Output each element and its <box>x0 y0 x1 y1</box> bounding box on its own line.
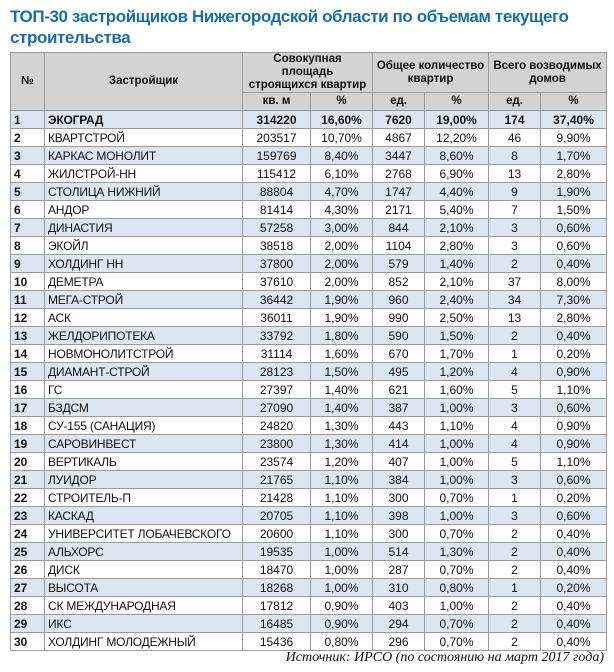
houses-pct: 1,10% <box>541 453 607 471</box>
area-value: 20705 <box>243 507 311 525</box>
apartments-pct: 1,70% <box>425 345 489 363</box>
table-row <box>11 345 607 363</box>
apartments-pct: 5,40% <box>425 201 489 219</box>
row-number: 13 <box>11 327 45 345</box>
apartments-pct: 1,40% <box>425 255 489 273</box>
developer-name: КВАРТСТРОЙ <box>45 129 243 147</box>
houses-value: 5 <box>489 453 541 471</box>
area-value: 24820 <box>243 417 311 435</box>
houses-pct: 0,60% <box>541 507 607 525</box>
area-value: 15436 <box>243 633 311 651</box>
apartments-value: 384 <box>373 471 425 489</box>
houses-pct: 9,90% <box>541 129 607 147</box>
area-pct: 4,70% <box>311 183 373 201</box>
apartments-pct: 12,20% <box>425 129 489 147</box>
houses-value: 4 <box>489 417 541 435</box>
apartments-pct: 19,00% <box>425 111 489 129</box>
area-value: 33792 <box>243 327 311 345</box>
apartments-pct: 1,20% <box>425 363 489 381</box>
row-number: 8 <box>11 237 45 255</box>
row-number: 10 <box>11 273 45 291</box>
area-pct: 1,30% <box>311 417 373 435</box>
developer-name: СК МЕЖДУНАРОДНАЯ <box>45 597 243 615</box>
apartments-pct: 0,70% <box>425 525 489 543</box>
houses-pct: 0,90% <box>541 435 607 453</box>
area-value: 21428 <box>243 489 311 507</box>
area-pct: 2,00% <box>311 273 373 291</box>
table-row <box>11 147 607 165</box>
area-pct: 1,60% <box>311 345 373 363</box>
developer-name: КАСКАД <box>45 507 243 525</box>
apartments-pct: 4,40% <box>425 183 489 201</box>
area-pct: 1,10% <box>311 471 373 489</box>
area-value: 17812 <box>243 597 311 615</box>
area-value: 20600 <box>243 525 311 543</box>
developer-name: ЖИЛСТРОЙ-НН <box>45 165 243 183</box>
apartments-pct: 1,00% <box>425 471 489 489</box>
area-pct: 1,90% <box>311 309 373 327</box>
header-houses-unit: ед. <box>489 93 541 111</box>
row-number: 22 <box>11 489 45 507</box>
apartments-value: 310 <box>373 579 425 597</box>
row-number: 6 <box>11 201 45 219</box>
developer-name: ЛУИДОР <box>45 471 243 489</box>
apartments-value: 387 <box>373 399 425 417</box>
table-row <box>11 273 607 291</box>
apartments-value: 670 <box>373 345 425 363</box>
row-number: 1 <box>11 111 45 129</box>
row-number: 24 <box>11 525 45 543</box>
table-row <box>11 309 607 327</box>
apartments-pct: 2,10% <box>425 219 489 237</box>
table-body <box>11 111 607 651</box>
area-pct: 4,30% <box>311 201 373 219</box>
row-number: 23 <box>11 507 45 525</box>
developer-name: БЗДСМ <box>45 399 243 417</box>
apartments-pct: 6,90% <box>425 165 489 183</box>
houses-pct: 0,90% <box>541 417 607 435</box>
header-apt-pct: % <box>425 93 489 111</box>
table-row <box>11 237 607 255</box>
houses-value: 7 <box>489 201 541 219</box>
area-pct: 0,80% <box>311 633 373 651</box>
table-row <box>11 399 607 417</box>
area-value: 31114 <box>243 345 311 363</box>
developer-name: ГС <box>45 381 243 399</box>
apartments-pct: 0,70% <box>425 489 489 507</box>
houses-value: 34 <box>489 291 541 309</box>
apartments-value: 294 <box>373 615 425 633</box>
developer-name: АНДОР <box>45 201 243 219</box>
houses-value: 13 <box>489 309 541 327</box>
houses-value: 1 <box>489 489 541 507</box>
area-value: 203517 <box>243 129 311 147</box>
houses-value: 8 <box>489 147 541 165</box>
header-houses-pct: % <box>541 93 607 111</box>
apartments-value: 287 <box>373 561 425 579</box>
houses-value: 2 <box>489 525 541 543</box>
area-value: 16485 <box>243 615 311 633</box>
row-number: 12 <box>11 309 45 327</box>
developer-name: АЛЬХОРС <box>45 543 243 561</box>
houses-pct: 0,40% <box>541 633 607 651</box>
developer-name: АСК <box>45 309 243 327</box>
apartments-value: 3447 <box>373 147 425 165</box>
houses-value: 3 <box>489 399 541 417</box>
row-number: 30 <box>11 633 45 651</box>
developer-name: ИКС <box>45 615 243 633</box>
houses-value: 3 <box>489 237 541 255</box>
table-row <box>11 489 607 507</box>
apartments-value: 852 <box>373 273 425 291</box>
area-value: 18268 <box>243 579 311 597</box>
houses-pct: 37,40% <box>541 111 607 129</box>
houses-value: 2 <box>489 327 541 345</box>
table-row <box>11 579 607 597</box>
developer-name: ХОЛДИНГ МОЛОДЕЖНЫЙ <box>45 633 243 651</box>
row-number: 16 <box>11 381 45 399</box>
area-pct: 3,00% <box>311 219 373 237</box>
houses-pct: 0,60% <box>541 219 607 237</box>
developer-name: ДЕМЕТРА <box>45 273 243 291</box>
table-row <box>11 543 607 561</box>
area-pct: 1,00% <box>311 579 373 597</box>
table-row <box>11 327 607 345</box>
row-number: 11 <box>11 291 45 309</box>
developer-name: МЕГА-СТРОЙ <box>45 291 243 309</box>
area-pct: 16,60% <box>311 111 373 129</box>
developer-name: ЭКОГРАД <box>45 111 243 129</box>
houses-value: 1 <box>489 579 541 597</box>
houses-value: 2 <box>489 633 541 651</box>
apartments-value: 844 <box>373 219 425 237</box>
row-number: 9 <box>11 255 45 273</box>
apartments-value: 443 <box>373 417 425 435</box>
area-value: 88804 <box>243 183 311 201</box>
area-pct: 1,10% <box>311 489 373 507</box>
table-row <box>11 381 607 399</box>
apartments-value: 398 <box>373 507 425 525</box>
row-number: 15 <box>11 363 45 381</box>
houses-value: 3 <box>489 471 541 489</box>
table-row <box>11 561 607 579</box>
houses-pct: 1,90% <box>541 183 607 201</box>
apartments-value: 300 <box>373 525 425 543</box>
houses-pct: 0,40% <box>541 597 607 615</box>
apartments-pct: 1,50% <box>425 327 489 345</box>
apartments-pct: 1,00% <box>425 507 489 525</box>
row-number: 2 <box>11 129 45 147</box>
developer-name: ВЫСОТА <box>45 579 243 597</box>
developer-name: САРОВИНВЕСТ <box>45 435 243 453</box>
area-value: 27397 <box>243 381 311 399</box>
row-number: 26 <box>11 561 45 579</box>
header-houses-group: Всего возводимых домов <box>489 53 607 93</box>
developer-name: НОВМОНОЛИТСТРОЙ <box>45 345 243 363</box>
area-value: 23574 <box>243 453 311 471</box>
area-pct: 1,50% <box>311 363 373 381</box>
houses-value: 5 <box>489 381 541 399</box>
houses-value: 2 <box>489 561 541 579</box>
houses-pct: 0,90% <box>541 363 607 381</box>
houses-pct: 0,40% <box>541 543 607 561</box>
houses-pct: 0,20% <box>541 489 607 507</box>
area-pct: 1,10% <box>311 525 373 543</box>
houses-value: 2 <box>489 615 541 633</box>
area-pct: 1,00% <box>311 561 373 579</box>
area-pct: 1,10% <box>311 507 373 525</box>
area-pct: 0,90% <box>311 615 373 633</box>
area-pct: 2,00% <box>311 237 373 255</box>
houses-pct: 0,40% <box>541 255 607 273</box>
houses-pct: 1,10% <box>541 381 607 399</box>
apartments-value: 990 <box>373 309 425 327</box>
apartments-pct: 2,40% <box>425 291 489 309</box>
area-pct: 10,70% <box>311 129 373 147</box>
developers-table <box>10 52 607 651</box>
developer-name: ДИНАСТИЯ <box>45 219 243 237</box>
apartments-value: 407 <box>373 453 425 471</box>
row-number: 29 <box>11 615 45 633</box>
area-value: 18470 <box>243 561 311 579</box>
houses-pct: 2,80% <box>541 165 607 183</box>
area-pct: 1,40% <box>311 399 373 417</box>
table-row <box>11 453 607 471</box>
table-row <box>11 525 607 543</box>
apartments-value: 2768 <box>373 165 425 183</box>
houses-value: 13 <box>489 165 541 183</box>
houses-value: 37 <box>489 273 541 291</box>
table-row <box>11 615 607 633</box>
header-area-pct: % <box>311 93 373 111</box>
area-pct: 1,30% <box>311 435 373 453</box>
area-pct: 1,00% <box>311 543 373 561</box>
header-developer: Застройщик <box>45 53 243 111</box>
houses-value: 2 <box>489 255 541 273</box>
header-area-group: Совокупная площадь строящихся квартир <box>243 53 373 93</box>
table-row <box>11 633 607 651</box>
apartments-pct: 0,70% <box>425 561 489 579</box>
area-value: 314220 <box>243 111 311 129</box>
area-value: 115412 <box>243 165 311 183</box>
apartments-pct: 0,70% <box>425 633 489 651</box>
developer-name: ВЕРТИКАЛЬ <box>45 453 243 471</box>
row-number: 7 <box>11 219 45 237</box>
row-number: 21 <box>11 471 45 489</box>
area-value: 38518 <box>243 237 311 255</box>
developer-name: ЖЕЛДОРИПОТЕКА <box>45 327 243 345</box>
developer-name: ДИСК <box>45 561 243 579</box>
apartments-value: 495 <box>373 363 425 381</box>
area-pct: 8,40% <box>311 147 373 165</box>
header-apartments-group: Общее количество квартир <box>373 53 489 93</box>
apartments-value: 414 <box>373 435 425 453</box>
header-area-unit: кв. м <box>243 93 311 111</box>
developer-name: УНИВЕРСИТЕТ ЛОБАЧЕВСКОГО <box>45 525 243 543</box>
table-row <box>11 165 607 183</box>
area-value: 57258 <box>243 219 311 237</box>
header-num: № <box>11 53 45 111</box>
houses-pct: 0,40% <box>541 615 607 633</box>
table-row <box>11 129 607 147</box>
table-row <box>11 435 607 453</box>
apartments-pct: 1,00% <box>425 435 489 453</box>
apartments-value: 1104 <box>373 237 425 255</box>
apartments-pct: 2,10% <box>425 273 489 291</box>
apartments-value: 514 <box>373 543 425 561</box>
apartments-value: 960 <box>373 291 425 309</box>
developer-name: СТРОИТЕЛЬ-П <box>45 489 243 507</box>
apartments-value: 590 <box>373 327 425 345</box>
row-number: 27 <box>11 579 45 597</box>
houses-pct: 2,80% <box>541 309 607 327</box>
area-value: 37800 <box>243 255 311 273</box>
apartments-value: 621 <box>373 381 425 399</box>
area-value: 81414 <box>243 201 311 219</box>
table-row <box>11 255 607 273</box>
area-value: 21765 <box>243 471 311 489</box>
table-row <box>11 507 607 525</box>
houses-value: 2 <box>489 543 541 561</box>
houses-pct: 1,50% <box>541 201 607 219</box>
table-row <box>11 363 607 381</box>
apartments-value: 1747 <box>373 183 425 201</box>
houses-value: 9 <box>489 183 541 201</box>
houses-pct: 0,60% <box>541 237 607 255</box>
row-number: 5 <box>11 183 45 201</box>
area-value: 36011 <box>243 309 311 327</box>
area-pct: 1,40% <box>311 381 373 399</box>
apartments-pct: 1,00% <box>425 453 489 471</box>
houses-pct: 0,40% <box>541 561 607 579</box>
area-value: 37610 <box>243 273 311 291</box>
houses-pct: 0,60% <box>541 471 607 489</box>
developer-name: ДИАМАНТ-СТРОЙ <box>45 363 243 381</box>
table-row <box>11 417 607 435</box>
houses-pct: 0,60% <box>541 399 607 417</box>
table-row <box>11 219 607 237</box>
houses-pct: 8,00% <box>541 273 607 291</box>
houses-pct: 0,40% <box>541 525 607 543</box>
apartments-pct: 1,00% <box>425 399 489 417</box>
houses-pct: 7,30% <box>541 291 607 309</box>
houses-value: 3 <box>489 219 541 237</box>
developer-name: КАРКАС МОНОЛИТ <box>45 147 243 165</box>
row-number: 4 <box>11 165 45 183</box>
apartments-value: 4867 <box>373 129 425 147</box>
area-pct: 1,80% <box>311 327 373 345</box>
houses-pct: 0,40% <box>541 327 607 345</box>
row-number: 20 <box>11 453 45 471</box>
apartments-pct: 0,80% <box>425 579 489 597</box>
apartments-pct: 1,30% <box>425 543 489 561</box>
area-value: 27090 <box>243 399 311 417</box>
area-value: 28123 <box>243 363 311 381</box>
table-header <box>11 53 607 111</box>
row-number: 18 <box>11 417 45 435</box>
houses-pct: 0,20% <box>541 345 607 363</box>
area-value: 159769 <box>243 147 311 165</box>
row-number: 19 <box>11 435 45 453</box>
source-note: Источник: ИРСО (по состоянию на март 2017 года) <box>285 650 604 665</box>
houses-value: 3 <box>489 507 541 525</box>
apartments-pct: 8,60% <box>425 147 489 165</box>
area-pct: 6,10% <box>311 165 373 183</box>
table-row <box>11 291 607 309</box>
apartments-value: 579 <box>373 255 425 273</box>
apartments-value: 403 <box>373 597 425 615</box>
houses-value: 1 <box>489 345 541 363</box>
apartments-value: 296 <box>373 633 425 651</box>
apartments-value: 300 <box>373 489 425 507</box>
row-number: 3 <box>11 147 45 165</box>
apartments-pct: 2,50% <box>425 309 489 327</box>
table-row <box>11 471 607 489</box>
header-apt-unit: ед. <box>373 93 425 111</box>
houses-value: 4 <box>489 363 541 381</box>
area-value: 23800 <box>243 435 311 453</box>
apartments-pct: 0,70% <box>425 615 489 633</box>
houses-value: 2 <box>489 597 541 615</box>
houses-value: 46 <box>489 129 541 147</box>
apartments-pct: 1,00% <box>425 597 489 615</box>
area-value: 36442 <box>243 291 311 309</box>
row-number: 14 <box>11 345 45 363</box>
row-number: 28 <box>11 597 45 615</box>
apartments-value: 7620 <box>373 111 425 129</box>
area-pct: 0,90% <box>311 597 373 615</box>
table-row <box>11 111 607 129</box>
apartments-pct: 1,10% <box>425 417 489 435</box>
apartments-value: 2171 <box>373 201 425 219</box>
table-row <box>11 201 607 219</box>
developer-name: ЭКОЙЛ <box>45 237 243 255</box>
houses-pct: 0,20% <box>541 579 607 597</box>
area-pct: 1,90% <box>311 291 373 309</box>
developer-name: ХОЛДИНГ НН <box>45 255 243 273</box>
table-row <box>11 597 607 615</box>
developer-name: СТОЛИЦА НИЖНИЙ <box>45 183 243 201</box>
houses-pct: 1,70% <box>541 147 607 165</box>
area-value: 19535 <box>243 543 311 561</box>
row-number: 25 <box>11 543 45 561</box>
area-pct: 1,20% <box>311 453 373 471</box>
apartments-pct: 1,60% <box>425 381 489 399</box>
row-number: 17 <box>11 399 45 417</box>
houses-value: 174 <box>489 111 541 129</box>
area-pct: 2,00% <box>311 255 373 273</box>
developer-name: СУ-155 (САНАЦИЯ) <box>45 417 243 435</box>
page-title: ТОП-30 застройщиков Нижегородской области по объемам текущего строительства <box>10 7 569 47</box>
table-row <box>11 183 607 201</box>
houses-value: 4 <box>489 435 541 453</box>
apartments-pct: 2,80% <box>425 237 489 255</box>
